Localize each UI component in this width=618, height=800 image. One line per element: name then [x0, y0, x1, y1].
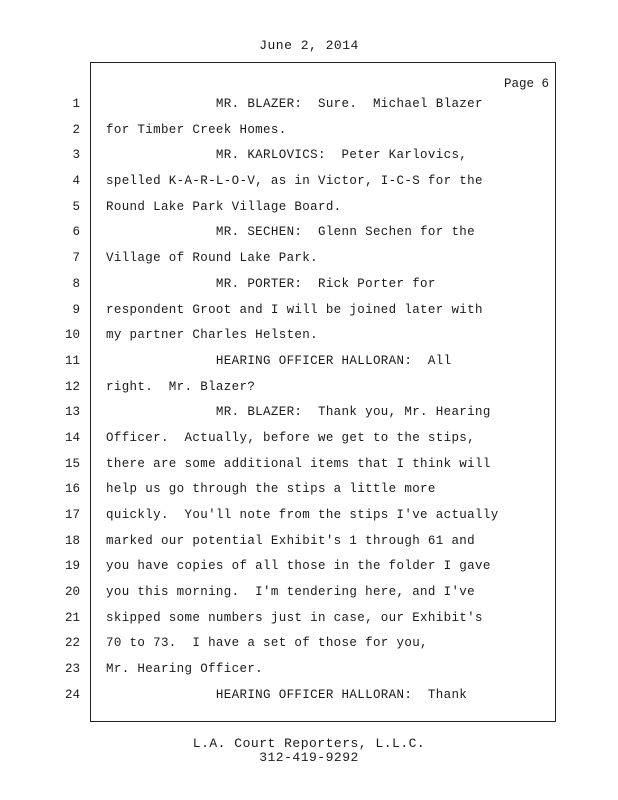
line-number: 4 — [72, 174, 80, 189]
line-text: HEARING OFFICER HALLORAN: Thank — [106, 687, 468, 702]
line-number: 10 — [64, 328, 80, 343]
line-number: 21 — [64, 610, 80, 625]
line-number: 14 — [64, 430, 80, 445]
line-number: 23 — [64, 662, 80, 677]
line-text: MR. BLAZER: Sure. Michael Blazer — [106, 97, 483, 111]
line-number: 5 — [72, 199, 80, 214]
transcript-line — [0, 658, 618, 684]
line-text: you this morning. I'm tendering here, and I've — [106, 585, 476, 600]
transcript-line — [0, 93, 618, 119]
reporter-phone: 312-419-9292 — [259, 750, 359, 765]
line-text: MR. SECHEN: Glenn Sechen for the — [106, 225, 476, 240]
line-number: 18 — [64, 533, 80, 548]
line-text: skipped some numbers just in case, our Exhibit's — [106, 610, 483, 625]
line-text: HEARING OFFICER HALLORAN: All — [106, 353, 452, 368]
line-text: Village of Round Lake Park. — [106, 251, 318, 266]
line-text: there are some additional items that I think will — [106, 456, 491, 471]
line-number: 3 — [72, 148, 80, 163]
line-number: 22 — [64, 636, 80, 651]
reporter-company: L.A. Court Reporters, L.L.C. — [192, 736, 426, 751]
transcript-line — [0, 530, 618, 556]
line-text: respondent Groot and I will be joined later with — [106, 302, 483, 317]
transcript-line — [0, 453, 618, 479]
line-number: 2 — [72, 122, 80, 137]
line-text: MR. BLAZER: Thank you, Mr. Hearing — [106, 405, 491, 420]
line-text: Round Lake Park Village Board. — [106, 199, 342, 214]
transcript-line — [0, 170, 618, 196]
transcript-line — [0, 401, 618, 427]
line-text: my partner Charles Helsten. — [106, 328, 318, 343]
transcript-line — [0, 144, 618, 170]
line-text: marked our potential Exhibit's 1 through 61 and — [106, 533, 476, 548]
line-number: 16 — [64, 482, 80, 497]
transcript-line — [0, 607, 618, 633]
line-text: spelled K-A-R-L-O-V, as in Victor, I-C-S for the — [106, 174, 483, 189]
line-number: 6 — [72, 225, 80, 240]
transcript-line — [0, 324, 618, 350]
line-text: Officer. Actually, before we get to the stips, — [106, 430, 476, 445]
line-text: 70 to 73. I have a set of those for you, — [106, 636, 428, 651]
transcript-line — [0, 632, 618, 658]
transcript-line — [0, 376, 618, 402]
transcript-line — [0, 478, 618, 504]
transcript-line — [0, 273, 618, 299]
line-number: 20 — [64, 585, 80, 600]
transcript-lines — [0, 93, 618, 710]
line-number: 15 — [64, 456, 80, 471]
line-number: 7 — [72, 251, 80, 266]
transcript-line — [0, 581, 618, 607]
transcript-line — [0, 196, 618, 222]
line-number: 11 — [64, 353, 80, 368]
line-number: 12 — [64, 379, 80, 394]
line-number: 19 — [64, 559, 80, 574]
line-number: 8 — [72, 276, 80, 291]
transcript-line — [0, 221, 618, 247]
line-text: right. Mr. Blazer? — [106, 379, 256, 394]
transcript-line — [0, 119, 618, 145]
page-number: Page 6 — [503, 77, 549, 91]
transcript-line — [0, 350, 618, 376]
line-number: 17 — [64, 508, 80, 522]
transcript-line — [0, 299, 618, 325]
line-number: 13 — [64, 405, 80, 420]
line-text: quickly. You'll note from the stips I've actually — [106, 508, 499, 522]
line-text: help us go through the stips a little more — [106, 482, 436, 497]
line-text: MR. PORTER: Rick Porter for — [106, 276, 436, 291]
transcript-line — [0, 555, 618, 581]
line-number: 24 — [64, 687, 80, 702]
transcript-line — [0, 427, 618, 453]
transcript-line — [0, 504, 618, 530]
transcript-line — [0, 684, 618, 710]
line-text: Mr. Hearing Officer. — [106, 662, 264, 677]
line-text: you have copies of all those in the folder I gave — [106, 559, 491, 574]
transcript-date: June 2, 2014 — [259, 38, 359, 53]
line-number: 1 — [72, 97, 80, 111]
line-text: for Timber Creek Homes. — [106, 122, 287, 137]
line-text: MR. KARLOVICS: Peter Karlovics, — [106, 148, 468, 163]
transcript-line — [0, 247, 618, 273]
line-number: 9 — [72, 302, 80, 317]
